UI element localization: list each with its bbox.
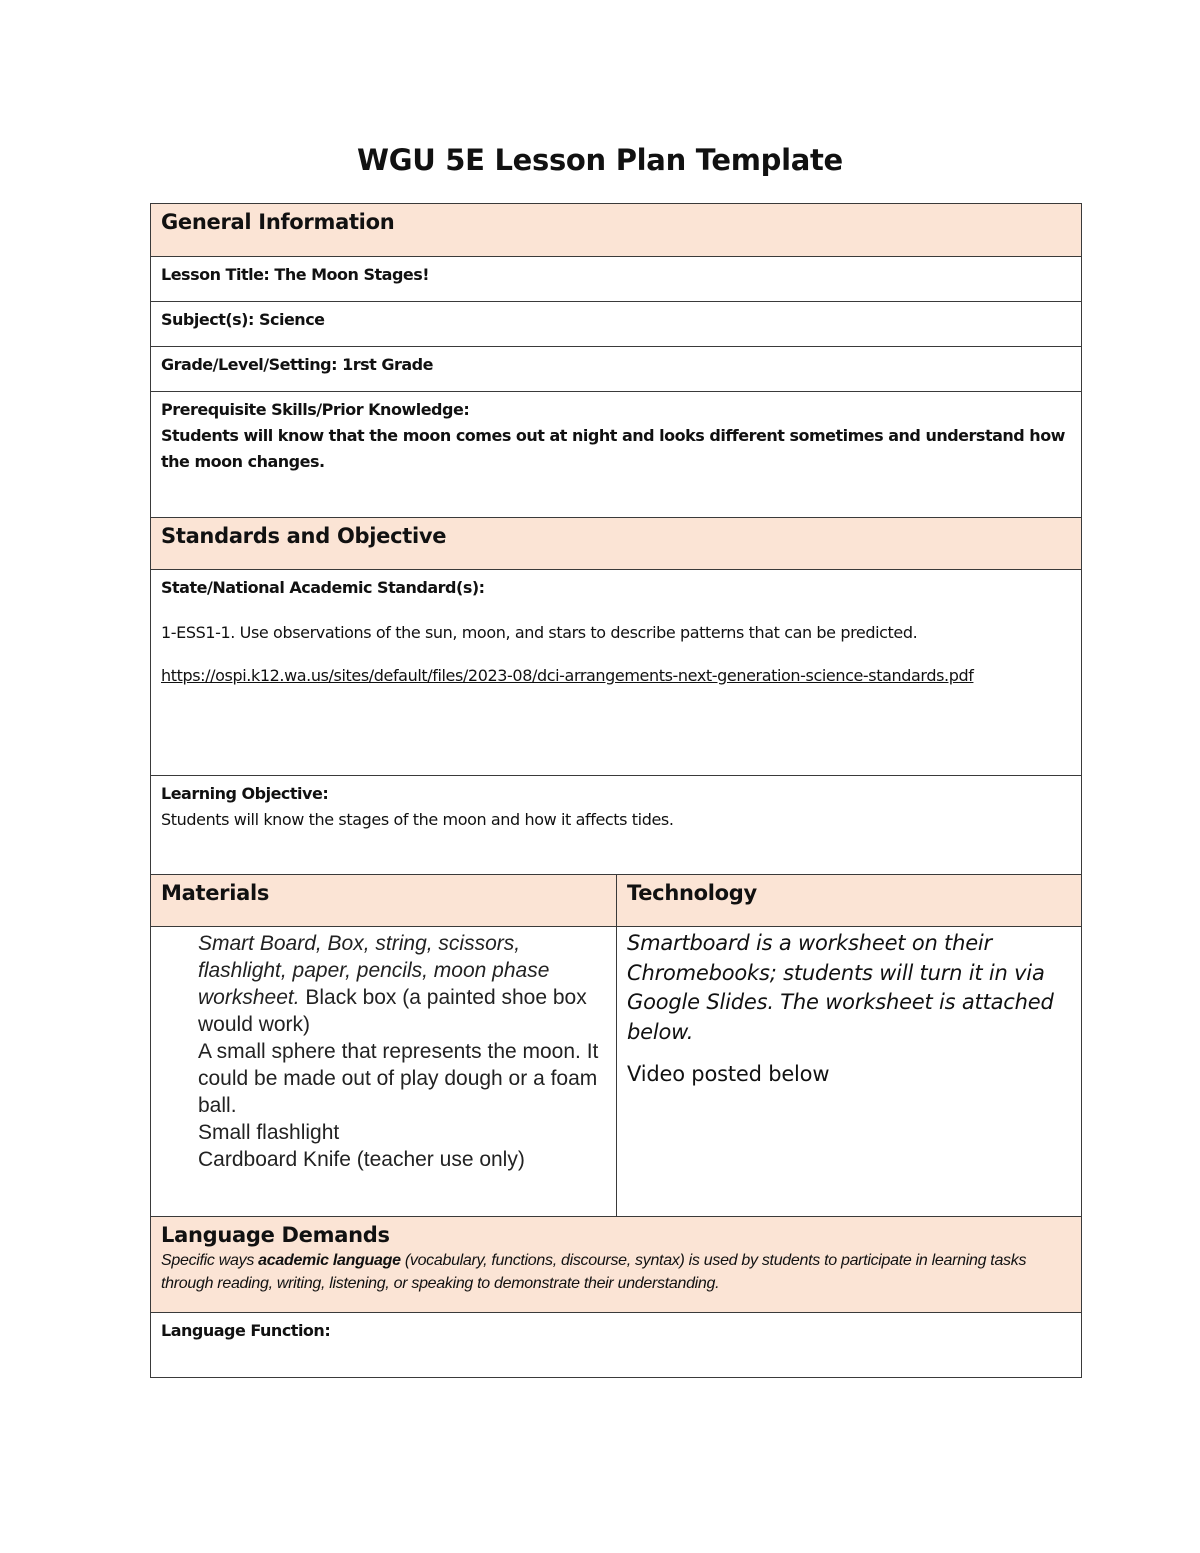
language-demands-heading: Language Demands — [161, 1223, 390, 1247]
subjects-cell — [151, 302, 1082, 347]
standards-heading: Standards and Objective — [161, 524, 447, 548]
grade-level-setting: Grade/Level/Setting: 1rst Grade — [161, 355, 433, 374]
standard-label: State/National Academic Standard(s): — [161, 578, 485, 597]
standard-text: 1-ESS1-1. Use observations of the sun, moon, and stars to describe patterns that can be predicted. — [161, 623, 918, 642]
materials-heading: Materials — [161, 881, 270, 905]
technology-heading: Technology — [627, 881, 757, 905]
materials-italic: Smart Board, Box, string, scissors, flashlight, paper, pencils, moon phase worksheet. — [198, 932, 550, 1009]
lesson-title: Lesson Title: The Moon Stages! — [161, 265, 430, 284]
language-demands-header — [151, 1217, 1082, 1313]
subjects: Subject(s): Science — [161, 310, 325, 329]
standards-cell — [151, 570, 1082, 776]
materials-header — [151, 875, 617, 927]
lesson-title-cell — [151, 257, 1082, 302]
language-function-cell — [151, 1313, 1082, 1378]
materials-line-1-rest: Black box (a painted shoe box would work) — [198, 986, 587, 1036]
lesson-plan-table — [150, 203, 1082, 1378]
language-desc-after: (vocabulary, functions, discourse, syntax) is used by students to participate in learning tasks through reading, writing, listening, or speaking to demonstrate their understanding. — [161, 1252, 1027, 1292]
materials-line-3: Small flashlight — [198, 1121, 340, 1144]
technology-header — [617, 875, 1082, 927]
general-information-header — [151, 204, 1082, 257]
technology-cell — [617, 927, 1082, 1217]
standards-header — [151, 518, 1082, 570]
language-desc-bold: academic language — [258, 1252, 401, 1269]
prerequisite-text: Students will know that the moon comes out at night and looks different sometimes and understand how the moon changes. — [161, 426, 1065, 471]
materials-cell — [151, 927, 617, 1217]
technology-text: Smartboard is a worksheet on their Chromebooks; students will turn it in via Google Slides. The worksheet is attached below. — [627, 931, 1054, 1044]
language-demands-description — [161, 1249, 1071, 1299]
grade-cell — [151, 347, 1082, 392]
objective-text: Students will know the stages of the moon and how it affects tides. — [161, 810, 674, 829]
objective-cell — [151, 776, 1082, 875]
prerequisite-label: Prerequisite Skills/Prior Knowledge: — [161, 400, 470, 419]
language-function-label: Language Function: — [161, 1321, 331, 1340]
language-desc-before: Specific ways — [161, 1252, 259, 1269]
materials-line-2: A small sphere that represents the moon. It could be made out of play dough or a foam ball. — [198, 1040, 599, 1117]
prerequisite-cell — [151, 392, 1082, 518]
materials-list — [161, 927, 606, 1173]
standard-link[interactable]: https://ospi.k12.wa.us/sites/default/files/2023-08/dci-arrangements-next-generation-science-standards.pdf — [161, 666, 974, 685]
document-title: WGU 5E Lesson Plan Template — [357, 143, 843, 177]
technology-video-note: Video posted below — [627, 1062, 830, 1086]
general-information-heading: General Information — [161, 210, 395, 234]
objective-label: Learning Objective: — [161, 784, 329, 803]
materials-line-1 — [198, 930, 606, 1038]
materials-line-4: Cardboard Knife (teacher use only) — [198, 1148, 525, 1171]
